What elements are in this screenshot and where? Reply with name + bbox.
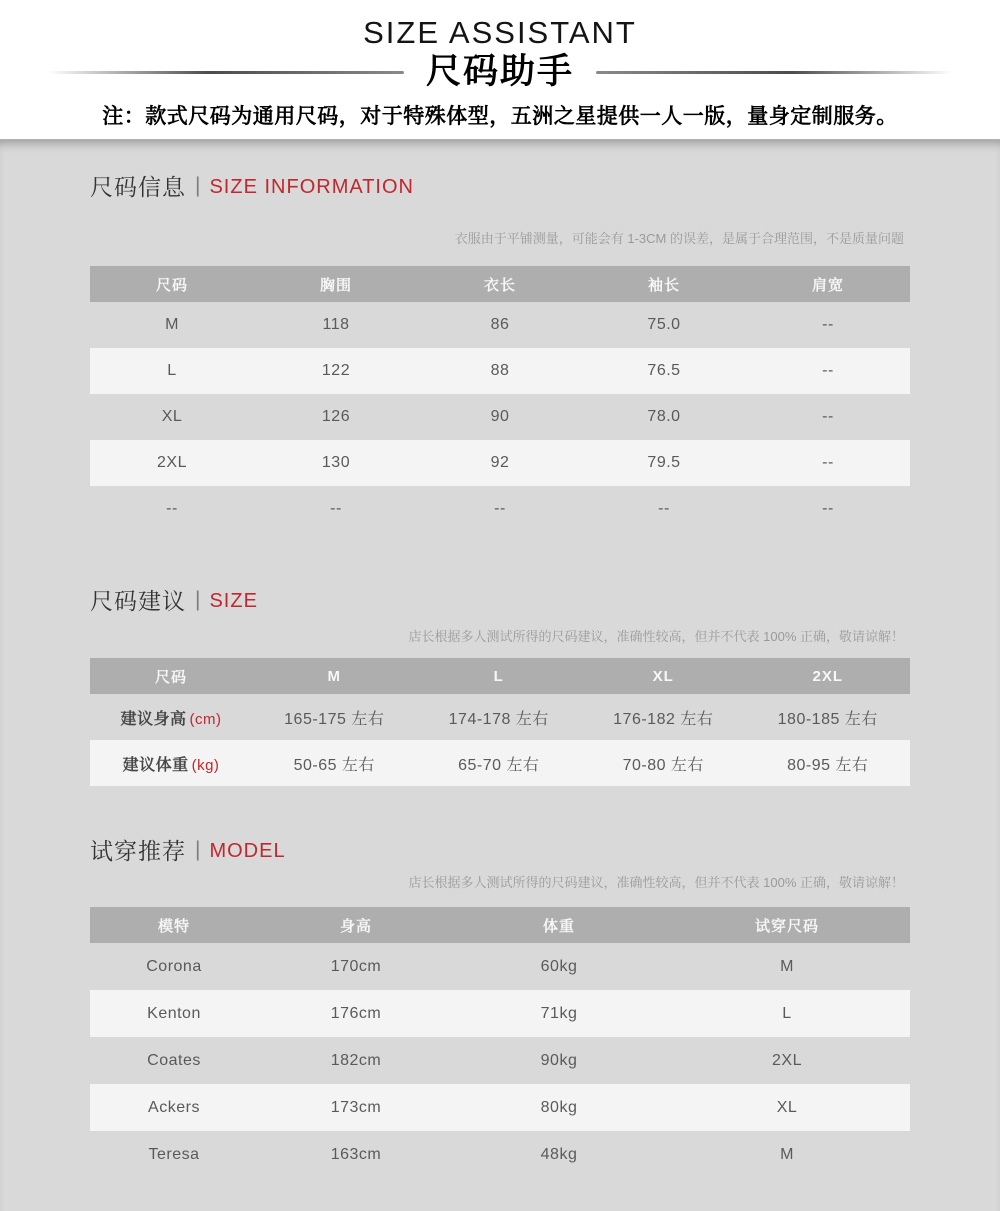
- table-row: [90, 990, 910, 1037]
- section3-title-divider: |: [195, 838, 201, 861]
- row-label-height: 建议身高 (cm): [120, 710, 222, 728]
- table-cell: 165-175 左右: [284, 710, 385, 728]
- page-subtitle-row: [0, 52, 1000, 92]
- column-header: M: [327, 667, 341, 685]
- column-header: 试穿尺码: [754, 917, 819, 935]
- table-cell: 163cm: [330, 1145, 382, 1163]
- table-row: [90, 1131, 910, 1178]
- section2-title-divider: |: [195, 588, 201, 611]
- table-cell: 70-80 左右: [622, 756, 704, 774]
- table-cell: 2XL: [772, 1051, 802, 1069]
- table-cell: 173cm: [330, 1098, 382, 1116]
- column-header: 衣长: [483, 276, 516, 294]
- column-header: 2XL: [812, 667, 843, 685]
- table-cell: 180-185 左右: [777, 710, 878, 728]
- table-cell: 50-65 左右: [293, 756, 375, 774]
- column-header: 胸围: [319, 276, 352, 294]
- table-cell: --: [822, 500, 834, 517]
- table-cell: 2XL: [157, 454, 187, 471]
- table-cell: --: [166, 500, 178, 517]
- table-cell: 170cm: [330, 957, 382, 975]
- table-row: [90, 740, 910, 786]
- column-header: 身高: [339, 917, 372, 935]
- section-title-size-advice: [90, 586, 910, 616]
- table-cell: --: [822, 316, 834, 333]
- model-header-row: [90, 907, 910, 943]
- table-cell: --: [330, 500, 342, 517]
- table-cell: XL: [161, 408, 183, 425]
- unit-cm: (cm): [189, 710, 222, 728]
- column-header: 尺码: [155, 276, 188, 294]
- table-cell: 126: [321, 408, 351, 425]
- column-header: 袖长: [647, 276, 680, 294]
- table-cell: 86: [490, 316, 510, 333]
- size-advice-table: [90, 658, 910, 786]
- table-cell: 122: [321, 362, 351, 379]
- table-cell: --: [822, 454, 834, 471]
- model-note: 店长根据多人测试所得的尺码建议，准确性较高，但并不代表 100% 正确，敬请谅解！: [408, 875, 904, 890]
- model-table: [90, 907, 910, 1178]
- table-cell: 79.5: [647, 454, 681, 471]
- table-row: [90, 1037, 910, 1084]
- table-row: [90, 943, 910, 990]
- column-header: 模特: [157, 917, 190, 935]
- table-row: [90, 486, 910, 532]
- table-cell: --: [494, 500, 506, 517]
- table-row: [90, 348, 910, 394]
- table-cell: 88: [490, 362, 510, 379]
- table-cell: M: [165, 316, 179, 333]
- table-cell: M: [780, 1145, 794, 1163]
- table-cell: --: [822, 362, 834, 379]
- section2-title-en: SIZE: [209, 589, 258, 612]
- table-cell: 182cm: [330, 1051, 382, 1069]
- size-info-table: [90, 266, 910, 532]
- table-row: [90, 394, 910, 440]
- table-cell: 118: [322, 316, 350, 333]
- model-name: Kenton: [147, 1004, 201, 1022]
- model-name: Corona: [146, 957, 202, 975]
- table-cell: --: [822, 408, 834, 425]
- table-row: [90, 302, 910, 348]
- table-cell: 176cm: [330, 1004, 382, 1022]
- table-cell: 48kg: [540, 1145, 578, 1163]
- table-cell: 80-95 左右: [787, 756, 869, 774]
- table-cell: 75.0: [647, 316, 681, 333]
- table-cell: 174-178 左右: [448, 710, 549, 728]
- divider-line-left: [48, 71, 404, 74]
- table-cell: L: [782, 1004, 792, 1022]
- model-name: Coates: [147, 1051, 201, 1069]
- content-panel: [0, 139, 1000, 1211]
- column-header: 肩宽: [811, 276, 844, 294]
- table-cell: 60kg: [540, 957, 578, 975]
- section2-title-zh: 尺码建议: [90, 588, 186, 614]
- table-row: [90, 440, 910, 486]
- size-info-header-row: [90, 266, 910, 302]
- table-cell: XL: [776, 1098, 798, 1116]
- table-cell: 65-70 左右: [458, 756, 540, 774]
- table-cell: M: [780, 957, 794, 975]
- section3-title-en: MODEL: [209, 839, 286, 862]
- section3-title-zh: 试穿推荐: [90, 838, 186, 864]
- page-title-chinese: 尺码助手: [426, 52, 575, 91]
- table-cell: --: [658, 500, 670, 517]
- section-title-model: [90, 836, 910, 866]
- table-cell: 176-182 左右: [613, 710, 714, 728]
- divider-line-right: [596, 71, 952, 74]
- table-cell: 80kg: [540, 1098, 578, 1116]
- model-name: Ackers: [148, 1098, 200, 1116]
- size-advice-note: 店长根据多人测试所得的尺码建议，准确性较高，但并不代表 100% 正确，敬请谅解！: [408, 629, 904, 644]
- table-cell: 90kg: [540, 1051, 578, 1069]
- page-header: [0, 0, 1000, 139]
- page-title-english: SIZE ASSISTANT: [363, 15, 637, 50]
- table-row: [90, 1084, 910, 1131]
- size-info-note: 衣服由于平铺测量，可能会有 1-3CM 的误差，是属于合理范围，不是质量问题: [454, 231, 904, 246]
- table-cell: 78.0: [647, 408, 681, 425]
- table-cell: 92: [490, 454, 510, 471]
- column-header: 体重: [542, 917, 575, 935]
- section1-title-divider: |: [195, 174, 201, 197]
- section1-title-zh: 尺码信息: [90, 174, 186, 200]
- column-header: L: [493, 667, 504, 685]
- unit-kg: (kg): [191, 756, 220, 774]
- page-note: 注：款式尺码为通用尺码，对于特殊体型，五洲之星提供一人一版，量身定制服务。: [102, 105, 898, 128]
- table-row: [90, 694, 910, 740]
- model-name: Teresa: [148, 1145, 200, 1163]
- table-cell: 76.5: [647, 362, 681, 379]
- section1-title-en: SIZE INFORMATION: [209, 175, 414, 198]
- table-cell: 71kg: [540, 1004, 578, 1022]
- table-cell: L: [167, 362, 177, 379]
- column-header: 尺码: [154, 668, 187, 686]
- size-advice-header-row: [90, 658, 910, 694]
- table-cell: 90: [490, 408, 510, 425]
- table-cell: 130: [321, 454, 351, 471]
- row-label-weight: 建议体重 (kg): [122, 756, 220, 774]
- column-header: XL: [652, 667, 674, 685]
- section-title-size-information: [90, 140, 910, 202]
